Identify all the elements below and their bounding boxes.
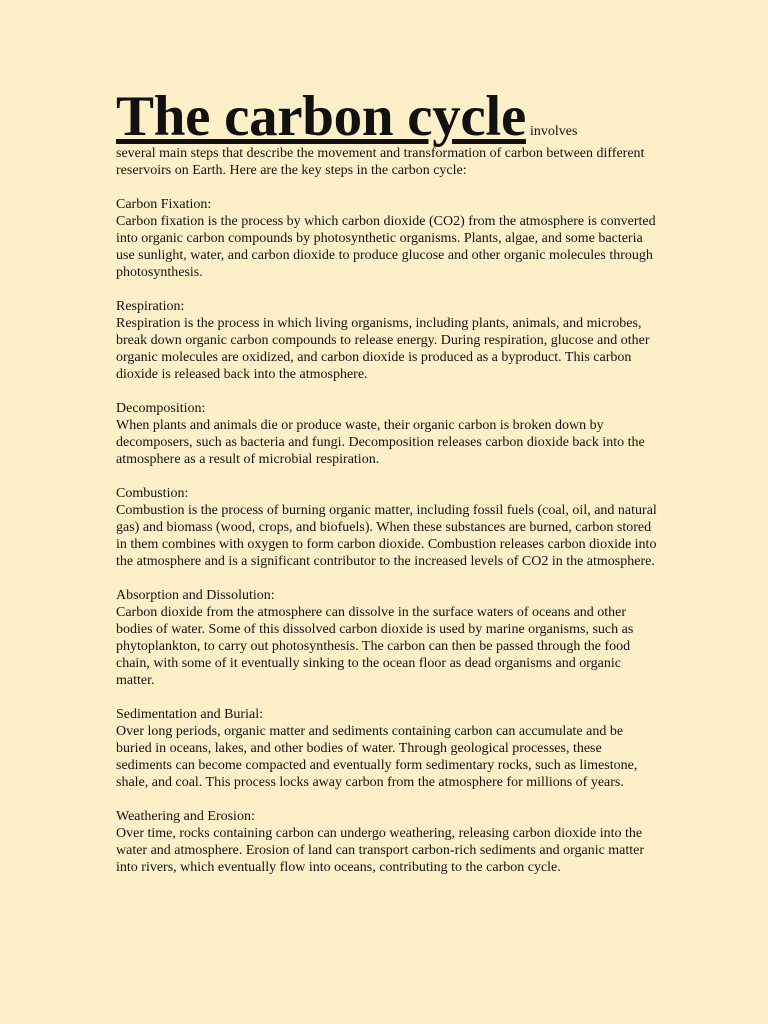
section-respiration bbox=[116, 298, 661, 383]
intro-paragraph: several main steps that describe the movement and transformation of carbon between different reservoirs on Earth. Here are the key steps in the carbon cycle: bbox=[116, 146, 645, 178]
section-heading: Carbon Fixation: bbox=[116, 197, 212, 212]
section-carbon-fixation bbox=[116, 196, 661, 281]
section-absorption-dissolution bbox=[116, 587, 661, 689]
section-heading: Decomposition: bbox=[116, 401, 206, 416]
section-heading: Weathering and Erosion: bbox=[116, 809, 255, 824]
document-content bbox=[116, 85, 661, 876]
section-sedimentation-burial bbox=[116, 706, 661, 791]
section-heading: Sedimentation and Burial: bbox=[116, 707, 263, 722]
document-title: The carbon cycle bbox=[116, 85, 526, 148]
section-body: Over long periods, organic matter and sediments containing carbon can accumulate and be buried in oceans, lakes, and other bodies of water. Through geological processes, these sediments can become compacted and eventually form sedimentary rocks, such as limestone, shale, and coal. This process locks away carbon from the atmosphere for millions of years. bbox=[116, 724, 638, 790]
title-line bbox=[116, 85, 661, 148]
title-tail-text: involves bbox=[529, 124, 578, 139]
section-decomposition bbox=[116, 400, 661, 468]
section-body: Over time, rocks containing carbon can undergo weathering, releasing carbon dioxide into the water and atmosphere. Erosion of land can transport carbon-rich sediments and organic matter into rivers, which eventually flow into oceans, contributing to the carbon cycle. bbox=[116, 826, 645, 875]
section-heading: Absorption and Dissolution: bbox=[116, 588, 275, 603]
section-body: Carbon dioxide from the atmosphere can dissolve in the surface waters of oceans and other bodies of water. Some of this dissolved carbon dioxide is used by marine organisms, such as phytoplankton, to carry out photosynthesis. The carbon can then be passed through the food chain, with some of it eventually sinking to the ocean floor as dead organisms and organic matter. bbox=[116, 605, 634, 688]
section-combustion bbox=[116, 485, 661, 570]
section-heading: Respiration: bbox=[116, 299, 185, 314]
section-body: Combustion is the process of burning organic matter, including fossil fuels (coal, oil, and natural gas) and biomass (wood, crops, and biofuels). When these substances are burned, carbon stored in them combines with oxygen to form carbon dioxide. Combustion releases carbon dioxide into the atmosphere and is a significant contributor to the increased levels of CO2 in the atmosphere. bbox=[116, 503, 657, 569]
section-heading: Combustion: bbox=[116, 486, 189, 501]
section-weathering-erosion bbox=[116, 808, 661, 876]
section-body: Carbon fixation is the process by which carbon dioxide (CO2) from the atmosphere is converted into organic carbon compounds by photosynthetic organisms. Plants, algae, and some bacteria use sunlight, water, and carbon dioxide to produce glucose and other organic molecules through photosynthesis. bbox=[116, 214, 656, 280]
section-body: When plants and animals die or produce waste, their organic carbon is broken down by decomposers, such as bacteria and fungi. Decomposition releases carbon dioxide back into the atmosphere as a result of microbial respiration. bbox=[116, 418, 645, 467]
section-body: Respiration is the process in which living organisms, including plants, animals, and microbes, break down organic carbon compounds to release energy. During respiration, glucose and other organic molecules are oxidized, and carbon dioxide is produced as a byproduct. This carbon dioxide is released back into the atmosphere. bbox=[116, 316, 650, 382]
